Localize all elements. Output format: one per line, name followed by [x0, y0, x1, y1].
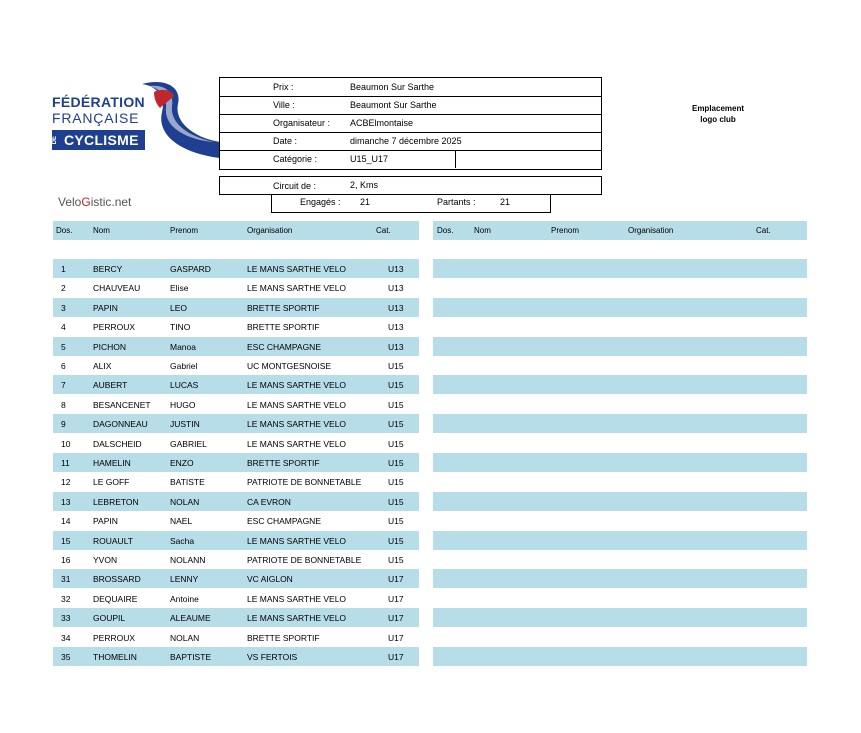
- rider-nom: ROUAULT: [93, 536, 133, 546]
- rider-prenom: LEO: [170, 303, 188, 313]
- rider-dos: 1: [61, 264, 66, 274]
- rider-cat: U15: [388, 361, 404, 371]
- velogistic-part1: Velo: [58, 195, 82, 209]
- rider-cat: U15: [388, 516, 404, 526]
- rider-organisation: LE MANS SARTHE VELO: [247, 536, 347, 546]
- rider-nom: HAMELIN: [93, 458, 131, 468]
- rider-dos: 7: [61, 380, 66, 390]
- left-table-header: [53, 221, 419, 240]
- logo-swoosh-icon: [134, 78, 224, 160]
- rider-cat: U13: [388, 283, 404, 293]
- table-row: [53, 647, 419, 666]
- partants-value: 21: [500, 197, 511, 207]
- right-table-row: [433, 356, 807, 375]
- rider-prenom: LUCAS: [170, 380, 199, 390]
- date-label: Date :: [273, 136, 298, 146]
- rider-prenom: TINO: [170, 322, 191, 332]
- table-row: [53, 356, 419, 375]
- table-row: [53, 375, 419, 394]
- table-row: [53, 531, 419, 550]
- rider-organisation: LE MANS SARTHE VELO: [247, 594, 347, 604]
- header-organisation: Organisation: [247, 226, 293, 235]
- engages-value: 21: [360, 197, 371, 207]
- categorie-divider: [455, 150, 456, 168]
- table-row: [53, 278, 419, 297]
- rider-organisation: UC MONTGESNOISE: [247, 361, 332, 371]
- rider-organisation: LE MANS SARTHE VELO: [247, 400, 347, 410]
- right-table-row: [433, 569, 807, 588]
- header-prenom-right: Prenom: [551, 226, 580, 235]
- club-logo-line1: Emplacement: [691, 104, 745, 113]
- rider-organisation: VC AIGLON: [247, 574, 293, 584]
- table-row: [53, 317, 419, 336]
- table-row: [53, 550, 419, 569]
- rider-organisation: CA EVRON: [247, 497, 291, 507]
- logo-prefix-de: DE: [52, 135, 58, 145]
- table-row: [53, 608, 419, 627]
- right-table-row: [433, 453, 807, 472]
- right-table-row: [433, 278, 807, 297]
- rider-prenom: BATISTE: [170, 477, 205, 487]
- rider-dos: 31: [61, 574, 71, 584]
- rider-nom: BROSSARD: [93, 574, 141, 584]
- organisateur-value: ACBElmontaise: [350, 118, 414, 128]
- right-table-row: [433, 317, 807, 336]
- right-table-row: [433, 337, 807, 356]
- rider-nom: BERCY: [93, 264, 123, 274]
- rider-nom: GOUPIL: [93, 613, 126, 623]
- rider-nom: LEBRETON: [93, 497, 139, 507]
- rider-cat: U17: [388, 652, 404, 662]
- rider-prenom: Manoa: [170, 342, 196, 352]
- rider-prenom: Elise: [170, 283, 189, 293]
- rider-organisation: BRETTE SPORTIF: [247, 458, 320, 468]
- info-row-organisateur: [220, 114, 601, 133]
- rider-nom: THOMELIN: [93, 652, 137, 662]
- rider-dos: 10: [61, 439, 71, 449]
- header-prenom: Prenom: [170, 226, 199, 235]
- velogistic-part3: istic.net: [90, 195, 132, 209]
- rider-organisation: VS FERTOIS: [247, 652, 298, 662]
- right-table-row: [433, 375, 807, 394]
- rider-dos: 13: [61, 497, 71, 507]
- velogistic-watermark: [58, 195, 131, 209]
- table-row: [53, 337, 419, 356]
- header-cat-right: Cat.: [756, 226, 771, 235]
- rider-cat: U15: [388, 419, 404, 429]
- rider-nom: DAGONNEAU: [93, 419, 148, 429]
- rider-nom: PERROUX: [93, 633, 136, 643]
- rider-organisation: LE MANS SARTHE VELO: [247, 264, 347, 274]
- rider-nom: LE GOFF: [93, 477, 130, 487]
- rider-prenom: NAEL: [170, 516, 193, 526]
- rider-dos: 8: [61, 400, 66, 410]
- logo-line-federation: FÉDÉRATION: [52, 94, 145, 110]
- table-row: [53, 453, 419, 472]
- table-row: [53, 628, 419, 647]
- logo-line-francaise: FRANÇAISE: [52, 110, 140, 126]
- right-table-row: [433, 492, 807, 511]
- circuit-value: 2, Kms: [350, 180, 379, 190]
- rider-cat: U15: [388, 555, 404, 565]
- right-table-row: [433, 550, 807, 569]
- rider-nom: BESANCENET: [93, 400, 151, 410]
- right-table-row: [433, 259, 807, 278]
- right-table-row: [433, 608, 807, 627]
- rider-dos: 2: [61, 283, 66, 293]
- rider-organisation: PATRIOTE DE BONNETABLE: [247, 555, 362, 565]
- rider-prenom: LENNY: [170, 574, 199, 584]
- rider-nom: PAPIN: [93, 516, 118, 526]
- rider-nom: ALIX: [93, 361, 112, 371]
- right-table-row: [433, 531, 807, 550]
- rider-dos: 16: [61, 555, 71, 565]
- info-row-prix: [220, 78, 601, 97]
- right-table-row: [433, 472, 807, 491]
- rider-organisation: ESC CHAMPAGNE: [247, 516, 321, 526]
- rider-nom: PERROUX: [93, 322, 136, 332]
- rider-prenom: NOLANN: [170, 555, 206, 565]
- table-row: [53, 259, 419, 278]
- rider-nom: DALSCHEID: [93, 439, 142, 449]
- rider-nom: PICHON: [93, 342, 127, 352]
- right-table-row: [433, 414, 807, 433]
- rider-dos: 3: [61, 303, 66, 313]
- rider-prenom: NOLAN: [170, 633, 200, 643]
- rider-organisation: LE MANS SARTHE VELO: [247, 380, 347, 390]
- rider-cat: U17: [388, 594, 404, 604]
- rider-cat: U15: [388, 497, 404, 507]
- right-table-row: [433, 511, 807, 530]
- rider-dos: 11: [61, 458, 70, 468]
- rider-prenom: Sacha: [170, 536, 195, 546]
- info-row-ville: [220, 96, 601, 115]
- velogistic-part2: G: [81, 195, 91, 209]
- categorie-label: Catégorie :: [273, 154, 318, 164]
- rider-nom: PAPIN: [93, 303, 118, 313]
- rider-dos: 15: [61, 536, 71, 546]
- rider-prenom: ENZO: [170, 458, 194, 468]
- rider-prenom: BAPTISTE: [170, 652, 212, 662]
- engages-label: Engagés :: [300, 197, 341, 207]
- header-nom: Nom: [93, 226, 110, 235]
- rider-dos: 6: [61, 361, 66, 371]
- club-logo-placeholder: [668, 103, 768, 125]
- header-organisation-right: Organisation: [628, 226, 674, 235]
- rider-organisation: LE MANS SARTHE VELO: [247, 439, 347, 449]
- rider-organisation: LE MANS SARTHE VELO: [247, 419, 347, 429]
- rider-cat: U13: [388, 303, 404, 313]
- rider-prenom: ALEAUME: [170, 613, 211, 623]
- right-table-row: [433, 434, 807, 453]
- prix-label: Prix :: [273, 82, 294, 92]
- rider-prenom: GABRIEL: [170, 439, 207, 449]
- header-dos-right: Dos.: [437, 226, 454, 235]
- rider-dos: 9: [61, 419, 66, 429]
- table-row: [53, 434, 419, 453]
- rider-cat: U13: [388, 322, 404, 332]
- circuit-label: Circuit de :: [273, 181, 317, 191]
- rider-dos: 12: [61, 477, 71, 487]
- race-info-box: [219, 77, 602, 170]
- rider-dos: 5: [61, 342, 66, 352]
- table-row: [53, 492, 419, 511]
- rider-prenom: HUGO: [170, 400, 196, 410]
- rider-organisation: LE MANS SARTHE VELO: [247, 283, 347, 293]
- rider-dos: 34: [61, 633, 71, 643]
- info-row-date: [220, 132, 601, 151]
- rider-nom: DEQUAIRE: [93, 594, 138, 604]
- circuit-box: [219, 176, 602, 195]
- ffc-logo: [52, 78, 217, 158]
- logo-cyclisme-box: [52, 130, 145, 150]
- table-row: [53, 414, 419, 433]
- rider-organisation: LE MANS SARTHE VELO: [247, 613, 347, 623]
- rider-dos: 33: [61, 613, 71, 623]
- rider-prenom: Gabriel: [170, 361, 198, 371]
- rider-dos: 14: [61, 516, 71, 526]
- rider-organisation: BRETTE SPORTIF: [247, 633, 320, 643]
- table-row: [53, 298, 419, 317]
- rider-cat: U15: [388, 477, 404, 487]
- organisateur-label: Organisateur :: [273, 118, 331, 128]
- table-row: [53, 569, 419, 588]
- rider-cat: U17: [388, 613, 404, 623]
- table-row: [53, 589, 419, 608]
- rider-cat: U15: [388, 400, 404, 410]
- table-row: [53, 395, 419, 414]
- info-row-categorie: [220, 150, 601, 168]
- right-table-row: [433, 298, 807, 317]
- rider-cat: U15: [388, 380, 404, 390]
- rider-dos: 4: [61, 322, 66, 332]
- right-table-header: [433, 221, 807, 240]
- ville-label: Ville :: [273, 100, 295, 110]
- rider-organisation: PATRIOTE DE BONNETABLE: [247, 477, 362, 487]
- ville-value: Beaumont Sur Sarthe: [350, 100, 437, 110]
- date-value: dimanche 7 décembre 2025: [350, 136, 462, 146]
- rider-cat: U15: [388, 458, 404, 468]
- logo-line-cyclisme: CYCLISME: [64, 132, 139, 148]
- header-dos: Dos.: [56, 226, 73, 235]
- rider-cat: U13: [388, 342, 404, 352]
- right-table-row: [433, 589, 807, 608]
- rider-organisation: ESC CHAMPAGNE: [247, 342, 321, 352]
- club-logo-line2: logo club: [700, 115, 736, 124]
- header-cat: Cat.: [376, 226, 391, 235]
- rider-cat: U17: [388, 633, 404, 643]
- rider-prenom: JUSTIN: [170, 419, 200, 429]
- categorie-value: U15_U17: [350, 154, 389, 164]
- rider-dos: 35: [61, 652, 71, 662]
- header-nom-right: Nom: [474, 226, 491, 235]
- right-table-row: [433, 628, 807, 647]
- rider-prenom: GASPARD: [170, 264, 211, 274]
- rider-organisation: BRETTE SPORTIF: [247, 322, 320, 332]
- table-row: [53, 511, 419, 530]
- rider-prenom: NOLAN: [170, 497, 200, 507]
- table-row: [53, 472, 419, 491]
- partants-label: Partants :: [437, 197, 476, 207]
- rider-cat: U15: [388, 536, 404, 546]
- right-table-row: [433, 647, 807, 666]
- rider-organisation: BRETTE SPORTIF: [247, 303, 320, 313]
- rider-cat: U13: [388, 264, 404, 274]
- rider-cat: U15: [388, 439, 404, 449]
- prix-value: Beaumon Sur Sarthe: [350, 82, 435, 92]
- rider-nom: YVON: [93, 555, 118, 565]
- counts-box: [271, 194, 551, 213]
- rider-prenom: Antoine: [170, 594, 199, 604]
- rider-nom: CHAUVEAU: [93, 283, 141, 293]
- right-table-row: [433, 395, 807, 414]
- rider-nom: AUBERT: [93, 380, 128, 390]
- rider-dos: 32: [61, 594, 71, 604]
- rider-cat: U17: [388, 574, 404, 584]
